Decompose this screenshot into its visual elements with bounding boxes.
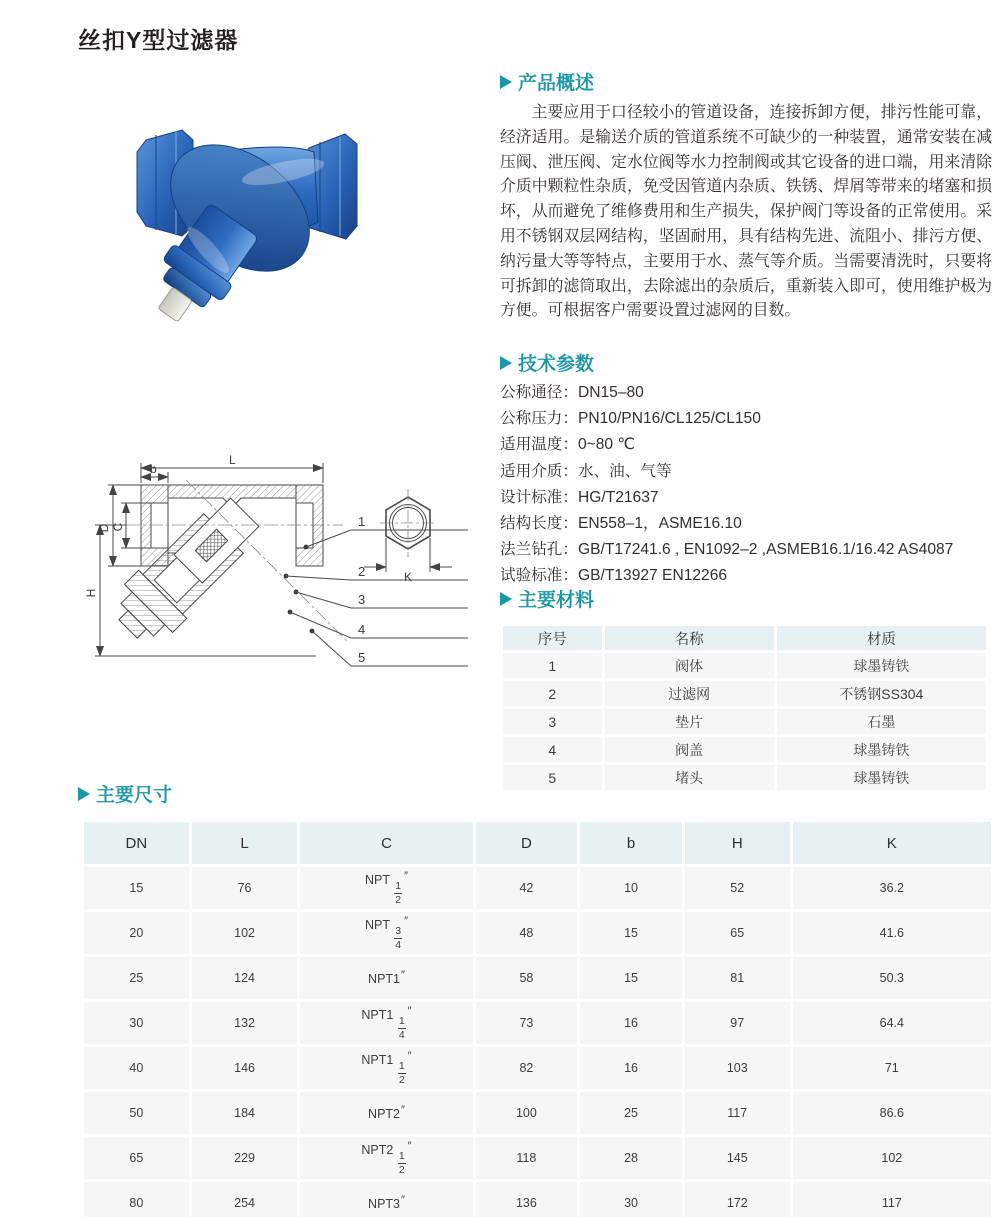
tech-params-list <box>500 380 992 590</box>
table-cell: 阀体 <box>605 653 774 678</box>
dim-label-L: L <box>229 453 236 467</box>
table-cell: 石墨 <box>777 709 986 734</box>
dimensions-header <box>78 780 994 807</box>
table-cell: 71 <box>793 1047 991 1089</box>
table-cell: 不锈钢SS304 <box>777 681 986 706</box>
part-number-5: 5 <box>358 650 366 665</box>
table-cell: 117 <box>793 1182 991 1217</box>
column-header: 名称 <box>605 626 774 650</box>
table-cell: 58 <box>476 957 578 999</box>
part-number-1: 1 <box>358 514 366 529</box>
table-cell: 117 <box>685 1092 790 1134</box>
table-cell: 145 <box>685 1137 790 1179</box>
table-cell: NPT $\frac{3}{4}$ ″ <box>300 912 472 954</box>
tech-param: 试验标准：GB/T13927 EN12266 <box>500 567 728 585</box>
table-row <box>84 867 991 909</box>
table-cell: 100 <box>476 1092 578 1134</box>
table-cell: 30 <box>84 1002 189 1044</box>
table-cell: 229 <box>192 1137 298 1179</box>
table-cell: 1 <box>503 653 602 678</box>
table-cell: 球墨铸铁 <box>777 765 986 790</box>
table-cell: 15 <box>580 957 682 999</box>
table-cell: 76 <box>192 867 298 909</box>
table-cell: 10 <box>580 867 682 909</box>
dim-label-C: C <box>111 522 125 532</box>
table-cell: 4 <box>503 737 602 762</box>
section-tech-params <box>500 349 992 590</box>
table-cell: 42 <box>476 867 578 909</box>
table-cell: 124 <box>192 957 298 999</box>
table-row <box>84 912 991 954</box>
table-header-row <box>503 626 986 650</box>
column-header: b <box>580 822 682 864</box>
tech-param: 设计标准：HG/T21637 <box>500 488 659 506</box>
table-cell: 97 <box>685 1002 790 1044</box>
table-cell: 25 <box>580 1092 682 1134</box>
table-cell: 15 <box>580 912 682 954</box>
table-cell: 5 <box>503 765 602 790</box>
table-cell: 52 <box>685 867 790 909</box>
table-cell: 73 <box>476 1002 578 1044</box>
part-number-3: 3 <box>358 592 366 607</box>
table-cell: 16 <box>580 1047 682 1089</box>
table-cell: 25 <box>84 957 189 999</box>
table-cell: 102 <box>793 1137 991 1179</box>
product-photo <box>88 100 422 360</box>
table-cell: 垫片 <box>605 709 774 734</box>
section-arrow-icon <box>78 787 90 801</box>
column-header: 序号 <box>503 626 602 650</box>
column-header: D <box>476 822 578 864</box>
table-cell: 36.2 <box>793 867 991 909</box>
part-number-2: 2 <box>358 564 366 579</box>
section-arrow-icon <box>500 75 512 89</box>
column-header: C <box>300 822 472 864</box>
page-title: 丝扣Y型过滤器 <box>78 27 239 53</box>
table-cell: 86.6 <box>793 1092 991 1134</box>
section-overview <box>500 68 992 324</box>
table-cell: NPT1 $\frac{1}{2}$ ″ <box>300 1047 472 1089</box>
section-arrow-icon <box>500 592 512 606</box>
table-cell: NPT2″ <box>300 1092 472 1134</box>
tech-param: 公称压力：PN10/PN16/CL125/CL150 <box>500 410 761 428</box>
table-cell: 堵头 <box>605 765 774 790</box>
table-cell: 146 <box>192 1047 298 1089</box>
table-cell: 48 <box>476 912 578 954</box>
table-cell: 16 <box>580 1002 682 1044</box>
section-dimensions <box>78 780 994 1217</box>
table-cell: NPT1 $\frac{1}{4}$ ″ <box>300 1002 472 1044</box>
table-cell: 80 <box>84 1182 189 1217</box>
tech-param: 结构长度：EN558–1，ASME16.10 <box>500 515 742 533</box>
table-row <box>84 1002 991 1044</box>
materials-title: 主要材料 <box>518 590 595 611</box>
table-cell: 阀盖 <box>605 737 774 762</box>
column-header: H <box>685 822 790 864</box>
table-cell: 过滤网 <box>605 681 774 706</box>
column-header: DN <box>84 822 189 864</box>
table-cell: 50 <box>84 1092 189 1134</box>
table-cell: 64.4 <box>793 1002 991 1044</box>
table-cell: 254 <box>192 1182 298 1217</box>
table-row <box>84 1182 991 1217</box>
table-cell: 118 <box>476 1137 578 1179</box>
table-cell: 球墨铸铁 <box>777 737 986 762</box>
table-row <box>84 1047 991 1089</box>
section-arrow-icon <box>500 356 512 370</box>
table-cell: 3 <box>503 709 602 734</box>
tech-param: 公称通径：DN15–80 <box>500 384 644 401</box>
table-row <box>84 1137 991 1179</box>
table-cell: NPT1″ <box>300 957 472 999</box>
tech-param: 适用温度：0~80 ℃ <box>500 436 635 454</box>
tech-param: 适用介质：水、油、气等 <box>500 462 672 480</box>
materials-table <box>500 623 989 793</box>
table-cell: 15 <box>84 867 189 909</box>
table-cell: NPT3″ <box>300 1182 472 1217</box>
table-cell: 81 <box>685 957 790 999</box>
materials-header <box>500 585 992 612</box>
table-cell: 20 <box>84 912 189 954</box>
table-header-row <box>84 822 991 864</box>
table-cell: NPT2 $\frac{1}{2}$ ″ <box>300 1137 472 1179</box>
table-cell: 28 <box>580 1137 682 1179</box>
table-cell: 41.6 <box>793 912 991 954</box>
table-cell: 2 <box>503 681 602 706</box>
table-row <box>84 1092 991 1134</box>
table-row <box>503 681 986 706</box>
table-row <box>503 709 986 734</box>
table-row <box>503 737 986 762</box>
tech-params-title: 技术参数 <box>518 354 595 375</box>
table-cell: 65 <box>685 912 790 954</box>
tech-param: 法兰钻孔：GB/T17241.6 , EN1092–2 ,ASMEB16.1/16.42 AS4087 <box>500 541 954 559</box>
section-materials <box>500 585 992 793</box>
dimensions-title: 主要尺寸 <box>96 785 173 806</box>
overview-header <box>500 68 992 95</box>
table-cell: 82 <box>476 1047 578 1089</box>
column-header: 材质 <box>777 626 986 650</box>
table-cell: 30 <box>580 1182 682 1217</box>
overview-body: 主要应用于口径较小的管道设备，连接拆卸方便，排污性能可靠，经济适用。是输送介质的管道系统不可缺少的一种装置，通常安装在减压阀、泄压阀、定水位阀等水力控制阀或其它设备的进口端，用来清除介质中颗粒性杂质，免受因管道内杂质、铁锈、焊屑等带来的堵塞和损坏，从而避免了维修费用和生产损失，保护阀门等设备的正常使用。采用不锈钢双层网结构，坚固耐用，具有结构先进、流阻小、排污方便、纳污量大等等特点，主要用于水、蒸气等介质。当需要清洗时，只要将可拆卸的滤筒取出，去除滤出的杂质后，重新装入即可，使用维护极为方便。可根据客户需要设置过滤网的目数。 <box>500 104 992 320</box>
dim-label-b: b <box>150 462 157 476</box>
dim-label-H: H <box>84 588 98 598</box>
column-header: K <box>793 822 991 864</box>
table-cell: 65 <box>84 1137 189 1179</box>
table-cell: NPT $\frac{1}{2}$ ″ <box>300 867 472 909</box>
table-row <box>503 653 986 678</box>
table-cell: 184 <box>192 1092 298 1134</box>
tech-params-header <box>500 349 992 376</box>
table-cell: 132 <box>192 1002 298 1044</box>
dimensions-table <box>81 819 994 1217</box>
dim-label-D: D <box>97 523 111 533</box>
table-cell: 球墨铸铁 <box>777 653 986 678</box>
column-header: L <box>192 822 298 864</box>
table-row <box>84 957 991 999</box>
table-cell: 172 <box>685 1182 790 1217</box>
table-cell: 40 <box>84 1047 189 1089</box>
part-number-4: 4 <box>358 622 366 637</box>
technical-drawing <box>58 428 483 713</box>
table-cell: 102 <box>192 912 298 954</box>
table-cell: 136 <box>476 1182 578 1217</box>
table-cell: 50.3 <box>793 957 991 999</box>
table-cell: 103 <box>685 1047 790 1089</box>
dim-label-K: K <box>404 570 413 584</box>
overview-title: 产品概述 <box>518 73 595 94</box>
